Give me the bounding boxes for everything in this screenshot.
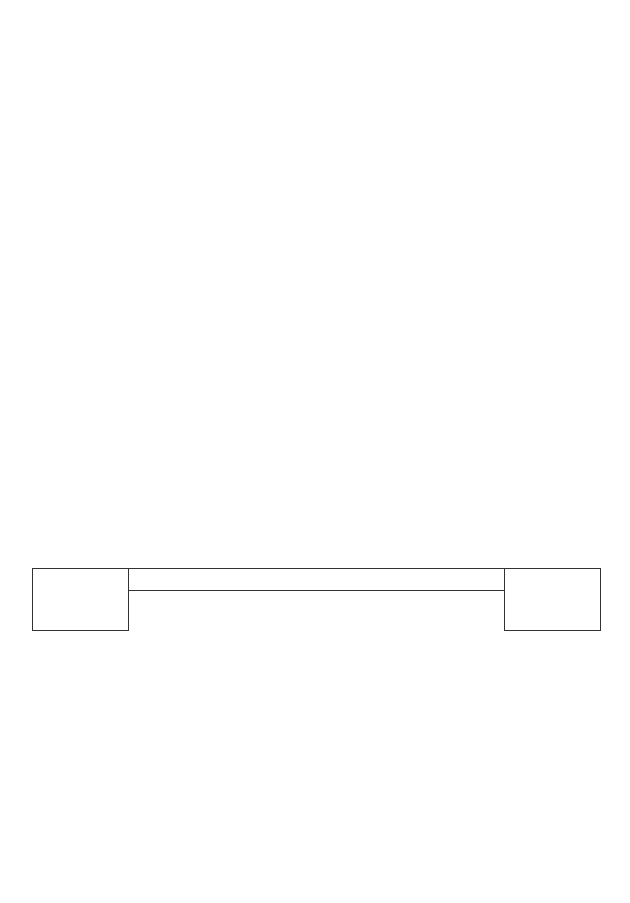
breakdown-table: [32, 568, 601, 631]
claim-header: [505, 569, 601, 631]
period-header: [33, 569, 129, 631]
nursery-group-header: [129, 569, 505, 591]
